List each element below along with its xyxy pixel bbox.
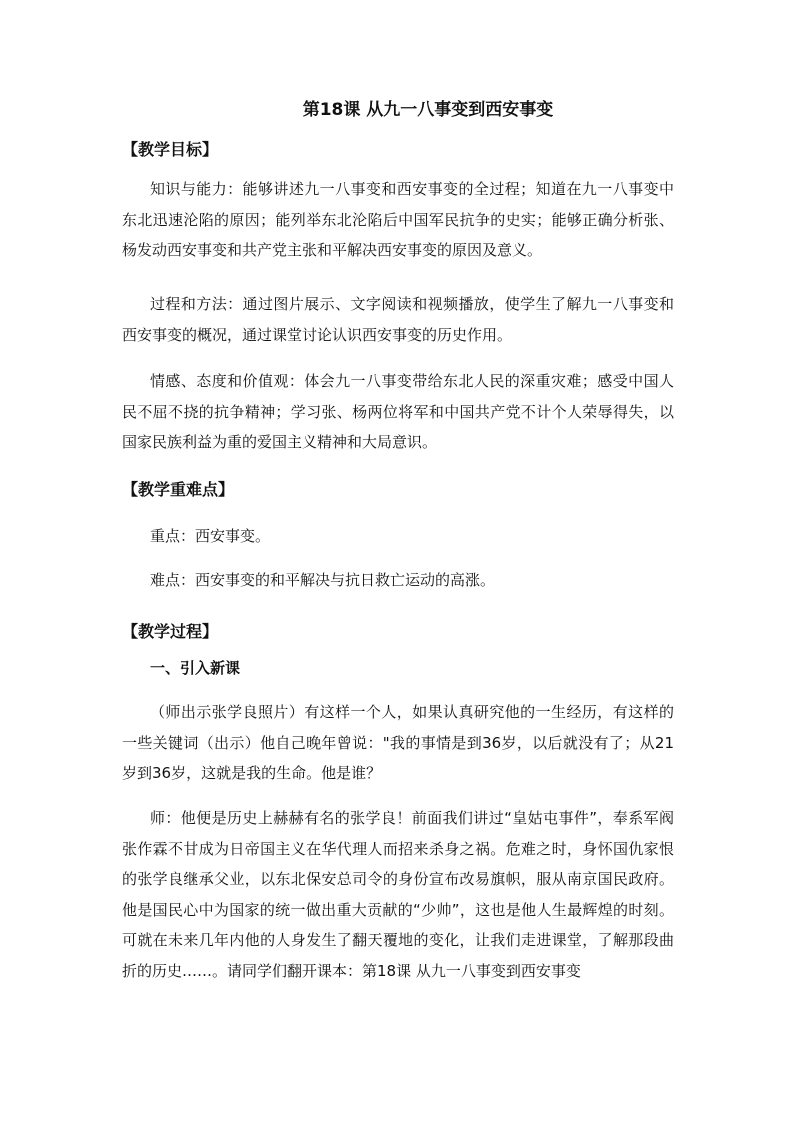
objective-knowledge-paragraph: 知识与能力：能够讲述九一八事变和西安事变的全过程；知道在九一八事变中东北迅速沦陷的原因；能列举东北沦陷后中国军民抗争的史实；能够正确分析张、杨发动西安事变和共产党主张和平解决西安事变的原因及意义。 <box>122 180 674 259</box>
objective-process-paragraph: 过程和方法：通过图片展示、文字阅读和视频播放，使学生了解九一八事变和西安事变的概况，通过课堂讨论认识西安事变的历史作用。 <box>122 295 674 344</box>
section-heading-key-points: 【教学重难点】 <box>122 480 235 499</box>
key-point-text: 重点：西安事变。 <box>150 527 271 545</box>
subsection-heading-intro: 一、引入新课 <box>150 659 241 677</box>
lesson-title: 第18课 从九一八事变到西安事变 <box>302 100 554 120</box>
section-heading-objectives: 【教学目标】 <box>122 140 219 159</box>
objective-emotion-paragraph: 情感、态度和价值观：体会九一八事变带给东北人民的深重灾难；感受中国人民不屈不挠的抗争精神；学习张、杨两位将军和中国共产党不计个人荣辱得失，以国家民族利益为重的爱国主义精神和大局意识。 <box>122 372 674 451</box>
intro-paragraph-2: 师：他便是历史上赫赫有名的张学良！前面我们讲过“皇姑屯事件”，奉系军阀张作霖不甘成为日帝国主义在华代理人而招来杀身之祸。危难之时，身怀国仇家恨的张学良继承父业，以东北保安总司令的身份宣布改易旗帜，服从南京国民政府。他是国民心中为国家的统一做出重大贡献的“少帅”，这也是他人生最辉煌的时刻。可就在未来几年内他的人身发生了翻天覆地的变化，让我们走进课堂，了解那段曲折的历史……。请同学们翻开课本：第18课 从九一八事变到西安事变 <box>122 809 674 980</box>
intro-paragraph-1: （师出示张学良照片）有这样一个人，如果认真研究他的一生经历，有这样的一些关键词（出示）他自己晚年曾说："我的事情是到36岁，以后就没有了；从21岁到36岁，这就是我的生命。他是谁？ <box>122 703 674 782</box>
section-heading-teaching-process: 【教学过程】 <box>122 622 219 641</box>
difficult-point-text: 难点：西安事变的和平解决与抗日救亡运动的高涨。 <box>150 571 496 589</box>
